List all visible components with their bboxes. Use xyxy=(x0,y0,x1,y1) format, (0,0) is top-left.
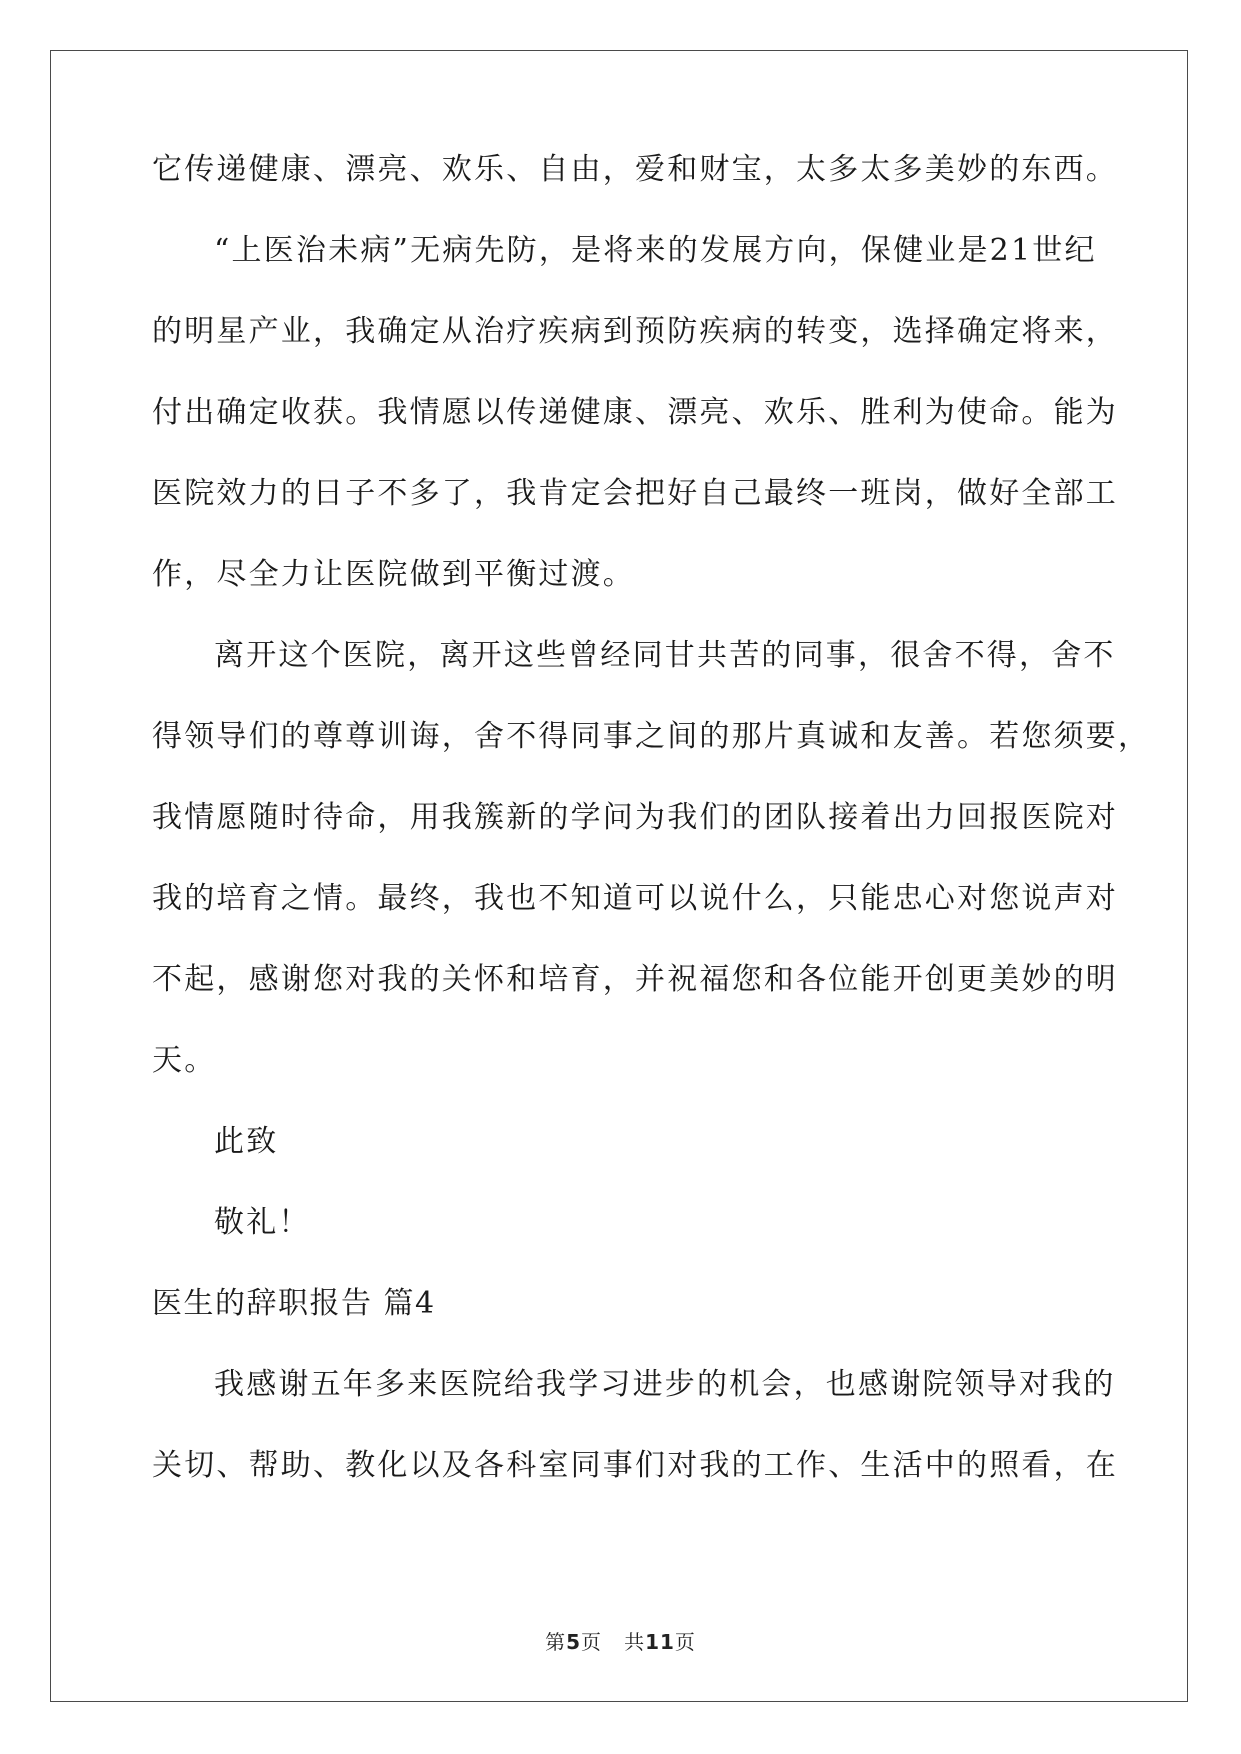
page-prefix: 第 xyxy=(545,1630,567,1654)
text-line: 我的培育之情。最终，我也不知道可以说什么，只能忠心对您说声对 xyxy=(152,881,1118,916)
text-line: 离开这个医院，离开这些曾经同甘共苦的同事，很舍不得，舍不 xyxy=(214,638,1116,673)
text-line: 它传递健康、漂亮、欢乐、自由，爱和财宝，太多太多美妙的东西。 xyxy=(152,152,1118,187)
text-line: 关切、帮助、教化以及各科室同事们对我的工作、生活中的照看，在 xyxy=(152,1448,1118,1483)
section-heading: 医生的辞职报告 篇4 xyxy=(152,1286,436,1321)
text-line: 我感谢五年多来医院给我学习进步的机会，也感谢院领导对我的 xyxy=(214,1367,1116,1402)
text-line: 的明星产业，我确定从治疗疾病到预防疾病的转变，选择确定将来， xyxy=(152,314,1118,349)
text-line: 得领导们的尊尊训诲，舍不得同事之间的那片真诚和友善。若您须要， xyxy=(152,719,1151,754)
page-footer xyxy=(0,1630,1241,1654)
closing-salutation: 此致 xyxy=(214,1124,279,1159)
text-line: 我情愿随时待命，用我簇新的学问为我们的团队接着出力回报医院对 xyxy=(152,800,1118,835)
text-line: 付出确定收获。我情愿以传递健康、漂亮、欢乐、胜利为使命。能为 xyxy=(152,395,1118,430)
text-line: “上医治未病”无病先防，是将来的发展方向，保健业是21世纪 xyxy=(214,233,1097,268)
text-line: 作，尽全力让医院做到平衡过渡。 xyxy=(152,557,635,592)
page-suffix: 页 xyxy=(674,1630,696,1654)
page-current: 5 xyxy=(566,1630,581,1654)
page-mid: 页 共 xyxy=(581,1630,646,1654)
text-line: 不起，感谢您对我的关怀和培育，并祝福您和各位能开创更美妙的明 xyxy=(152,962,1118,997)
page-total: 11 xyxy=(645,1630,675,1654)
text-line: 天。 xyxy=(152,1043,217,1078)
text-line: 医院效力的日子不多了，我肯定会把好自己最终一班岗，做好全部工 xyxy=(152,476,1118,511)
closing-regards: 敬礼！ xyxy=(214,1205,311,1240)
